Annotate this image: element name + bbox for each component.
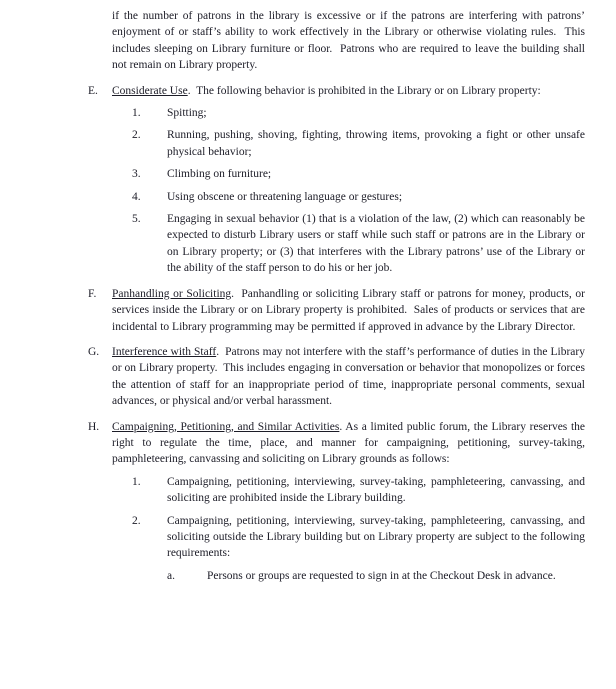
section-heading: Interference with Staff	[112, 345, 217, 358]
sub-item-letter: a.	[167, 569, 175, 582]
list-item	[132, 474, 588, 507]
section-heading: Considerate Use	[112, 84, 188, 97]
item-text: Using obscene or threatening language or gestures;	[167, 190, 403, 203]
item-text: Spitting;	[167, 107, 207, 120]
item-number: 2.	[132, 514, 141, 527]
section-heading-paragraph	[112, 286, 588, 335]
section-campaigning-petitioning	[88, 419, 588, 585]
item-text: Campaigning, petitioning, interviewing, survey-taking, pamphleteering, canvassing, and soliciting outside the Library building but on Library property are subject to the following requirements:	[167, 514, 588, 560]
item-text: Engaging in sexual behavior (1) that is a violation of the law, (2) which can reasonably be expected to disturb Library users or staff while such staff or patrons are in the Library or on Library property; or (3) that interferes with the Library patrons’ use of the Library or the ability of the staff person to do his or her job.	[167, 213, 588, 275]
sub-item-text: Persons or groups are requested to sign in at the Checkout Desk in advance.	[207, 569, 556, 582]
item-text: Running, pushing, shoving, fighting, throwing items, provoking a fight or other unsafe physical behavior;	[167, 129, 588, 158]
section-heading-paragraph	[112, 83, 585, 99]
section-heading-paragraph	[112, 344, 588, 410]
item-text: Climbing on furniture;	[167, 168, 272, 181]
section-panhandling-or-soliciting	[88, 286, 588, 335]
section-body	[112, 83, 588, 277]
list-item	[132, 513, 588, 585]
section-heading: Panhandling or Soliciting	[112, 287, 232, 300]
list-item	[132, 211, 588, 277]
section-body	[112, 344, 588, 410]
section-label: F.	[88, 287, 97, 300]
section-heading: Campaigning, Petitioning, and Similar Activities	[112, 420, 340, 433]
section-label: G.	[88, 345, 100, 358]
item-number: 3.	[132, 168, 141, 181]
list-item	[132, 127, 588, 160]
section-considerate-use	[88, 83, 588, 277]
list-item	[132, 189, 585, 205]
numbered-list	[132, 105, 588, 277]
numbered-list	[132, 474, 588, 584]
item-number: 2.	[132, 129, 141, 142]
intro-paragraph: if the number of patrons in the library is excessive or if the patrons are interfering with patrons’ enjoyment of or staff’s ability to work effectively in the Library or otherwise violating rules. This includes sleeping on Library furniture or floor. Patrons who are required to leave the building shall not remain on Library property.	[112, 10, 588, 72]
list-item	[132, 105, 585, 121]
item-text: Campaigning, petitioning, interviewing, survey-taking, pamphleteering, canvassing, and soliciting are prohibited inside the Library building.	[167, 475, 588, 505]
section-heading-text: . As a limited public forum, the Library reserves the right to regulate the time, place, and manner for campaigning, petitioning, survey-taking, pamphleteering, canvassing and soliciting on Library grounds as follows:	[112, 420, 588, 466]
section-label: E.	[88, 84, 98, 97]
section-heading-text: . Patrons may not interfere with the staff’s performance of duties in the Library or on Library property. This includes engaging in conversation or behavior that monopolizes or forces the attention of staff for an inappropriate period of time, inappropriate personal comments, sexual advances, or physical and/or verbal harassment.	[112, 345, 588, 408]
section-heading-text: . The following behavior is prohibited in the Library or on Library property:	[187, 84, 541, 97]
item-number: 5.	[132, 213, 141, 226]
section-heading-paragraph	[112, 419, 588, 468]
item-number: 1.	[132, 107, 141, 120]
section-heading-text: . Panhandling or soliciting Library staff or patrons for money, products, or services inside the Library or on Library property is prohibited. Sales of products or services that are incidental to Library programming may be permitted if approved in advance by the Library Director.	[112, 287, 588, 333]
item-body	[167, 513, 588, 585]
list-item	[132, 166, 585, 182]
item-number: 1.	[132, 475, 141, 488]
section-body	[112, 286, 588, 335]
item-number: 4.	[132, 190, 141, 203]
sub-list-item	[167, 568, 585, 584]
section-label: H.	[88, 420, 100, 433]
section-interference-with-staff	[88, 344, 588, 410]
section-body	[112, 419, 588, 585]
